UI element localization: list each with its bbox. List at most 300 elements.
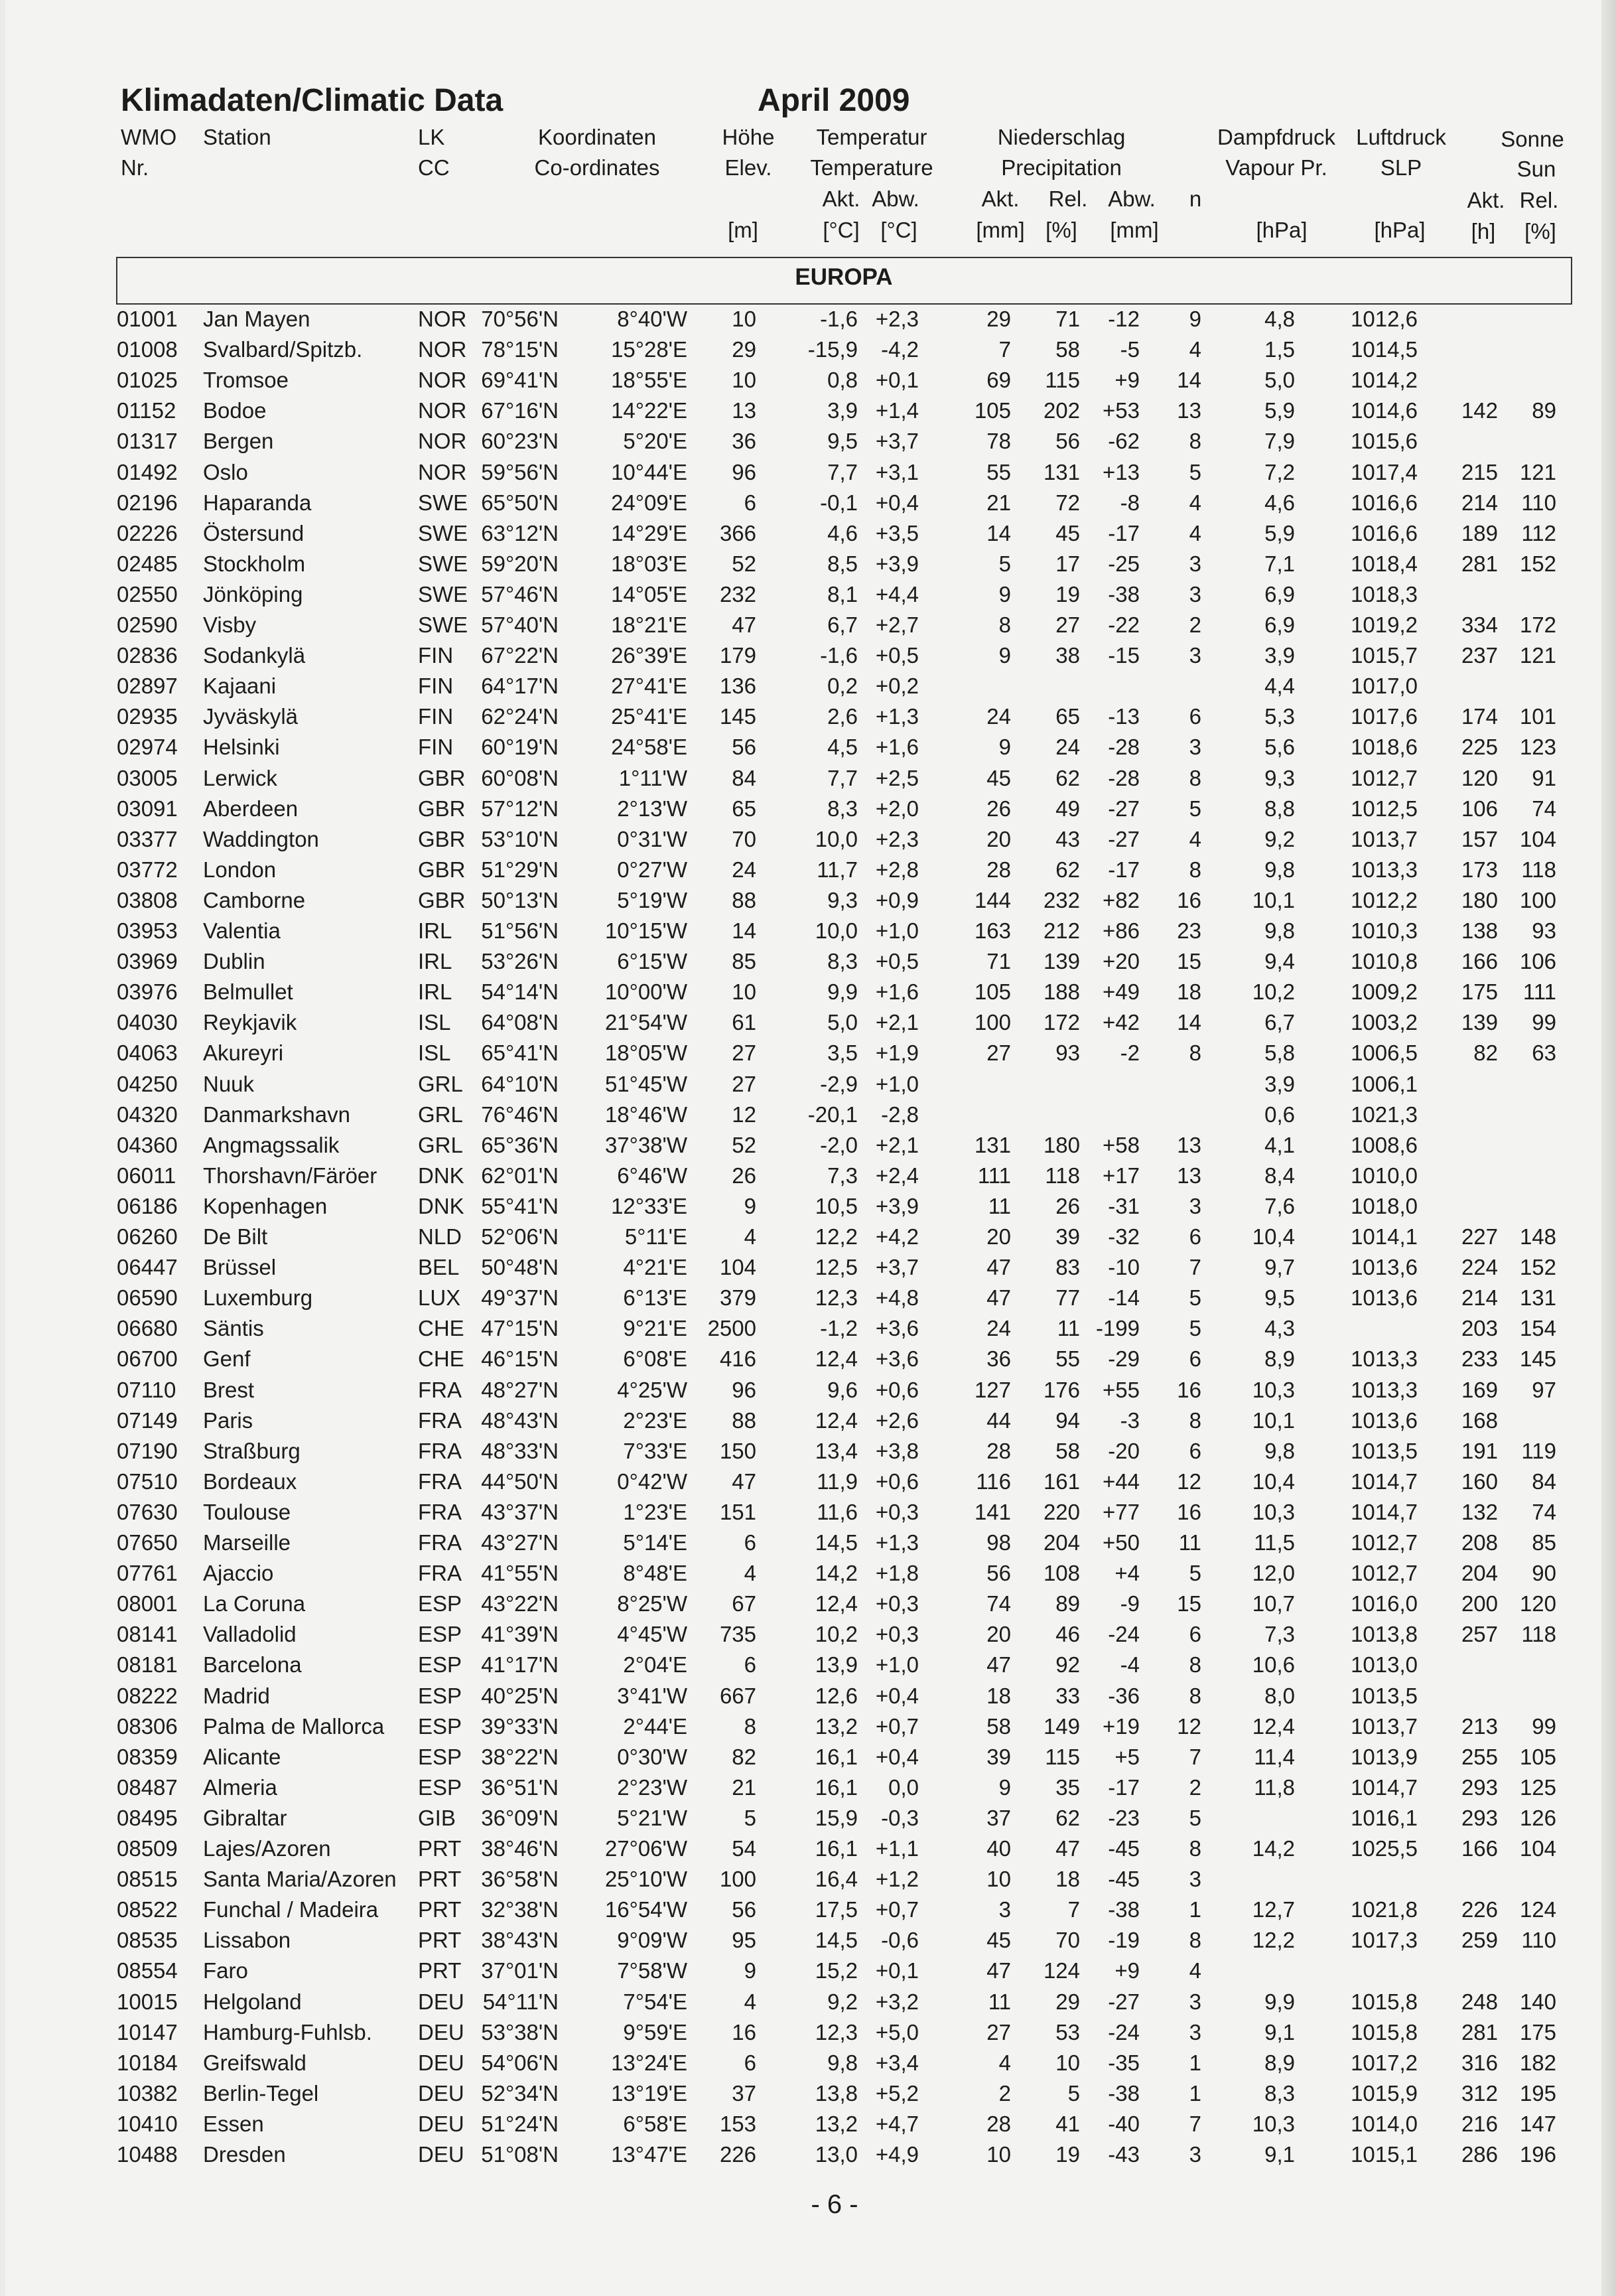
cell-station: Jan Mayen [203,307,310,331]
cell-sun-akt: 204 [1461,1561,1498,1586]
table-row [0,1409,1616,1440]
cell-station: Brüssel [203,1255,277,1280]
cell-longitude: 2°04'E [623,1652,687,1678]
cell-slp: 1015,8 [1351,2019,1418,2045]
cell-vapour: 9,8 [1264,1438,1295,1463]
cell-precip-abw: -43 [1108,2142,1140,2167]
cell-precip-abw: -19 [1108,1928,1140,1953]
table-row [0,1868,1616,1899]
cell-precip-akt: 47 [986,1285,1011,1311]
cell-wmo: 02836 [117,643,178,668]
cell-station: Genf [203,1346,251,1372]
cell-station: Lissabon [203,1928,291,1953]
cell-temp-abw: 0,0 [888,1774,919,1800]
cell-temp-abw: +4,4 [875,581,919,607]
cell-wmo: 10015 [117,1989,178,2014]
cell-sun-rel: 120 [1519,1591,1556,1616]
cell-vapour: 9,2 [1264,826,1295,851]
cell-longitude: 21°54'W [604,1010,687,1035]
cell-vapour: 9,4 [1264,949,1295,974]
cell-station: Alicante [203,1744,281,1769]
cell-sun-akt: 174 [1461,704,1498,729]
cell-precip-rel: 92 [1055,1652,1080,1678]
cell-vapour: 11,8 [1254,1774,1295,1800]
cell-precip-days: 15 [1177,949,1201,974]
cell-longitude: 3°41'W [617,1683,687,1708]
cell-sun-rel: 99 [1532,1010,1556,1035]
cell-country: DNK [418,1193,464,1218]
cell-precip-days: 11 [1178,1530,1201,1555]
cell-precip-akt: 28 [986,2111,1011,2136]
table-row [0,1960,1616,1990]
cell-country: NOR [418,307,467,331]
cell-elevation: 96 [732,459,756,484]
cell-station: Helgoland [203,1989,302,2014]
cell-precip-rel: 115 [1045,368,1080,393]
cell-slp: 1015,6 [1351,429,1418,454]
table-row [0,430,1616,461]
cell-temp-akt: 11,9 [817,1469,858,1494]
cell-precip-akt: 28 [986,857,1011,882]
cell-wmo: 07761 [117,1561,178,1586]
cell-precip-rel: 65 [1055,704,1080,729]
cell-temp-abw: +0,5 [875,643,919,668]
cell-precip-days: 13 [1177,398,1201,423]
cell-precip-abw: -25 [1108,551,1140,576]
cell-precip-rel: 33 [1055,1683,1080,1708]
table-row [0,1104,1616,1134]
cell-sun-rel: 121 [1519,459,1556,484]
cell-elevation: 226 [719,2142,756,2167]
cell-temp-abw: +4,7 [875,2111,919,2136]
cell-precip-days: 2 [1189,612,1201,637]
cell-slp: 1014,7 [1351,1469,1418,1494]
cell-precip-akt: 26 [986,796,1011,821]
cell-slp: 1017,3 [1351,1928,1418,1953]
cell-precip-rel: 45 [1055,520,1080,545]
cell-precip-days: 3 [1189,1193,1201,1218]
cell-latitude: 51°56'N [481,918,559,943]
cell-slp: 1015,7 [1351,643,1418,668]
cell-vapour: 10,3 [1252,1499,1295,1524]
cell-temp-akt: 16,4 [815,1867,858,1892]
cell-country: GRL [418,1071,463,1096]
cell-precip-days: 7 [1189,2111,1201,2136]
cell-wmo: 07110 [117,1377,176,1402]
cell-country: DEU [418,1989,464,2014]
cell-slp: 1013,6 [1351,1407,1418,1433]
cell-precip-abw: -27 [1108,1989,1140,2014]
cell-elevation: 36 [732,429,756,454]
cell-longitude: 2°44'E [623,1713,687,1739]
cell-sun-akt: 214 [1461,1285,1498,1311]
cell-precip-akt: 8 [998,612,1011,637]
cell-vapour: 7,3 [1264,1622,1295,1647]
cell-sun-akt: 169 [1461,1377,1498,1402]
cell-precip-rel: 83 [1055,1255,1080,1280]
cell-latitude: 76°46'N [481,1102,559,1127]
cell-country: PRT [418,1897,462,1922]
cell-station: Nuuk [203,1071,255,1096]
cell-longitude: 5°19'W [617,887,687,912]
cell-slp: 1013,9 [1351,1744,1418,1769]
cell-precip-abw: -199 [1095,1316,1140,1341]
cell-precip-rel: 41 [1055,2111,1080,2136]
table-row [0,920,1616,950]
cell-precip-rel: 118 [1045,1163,1080,1188]
cell-temp-abw: +0,7 [875,1897,919,1922]
table-row [0,1899,1616,1929]
cell-country: GBR [418,826,466,851]
cell-precip-rel: 232 [1043,887,1080,912]
cell-longitude: 18°05'W [604,1040,687,1066]
table-row [0,798,1616,828]
cell-latitude: 39°33'N [481,1713,559,1739]
cell-latitude: 64°17'N [481,674,559,699]
cell-precip-abw: -3 [1120,1407,1140,1433]
cell-latitude: 54°14'N [481,979,559,1005]
cell-temp-abw: +2,1 [875,1132,919,1157]
cell-latitude: 54°06'N [481,2050,559,2075]
cell-station: Sodankylä [203,643,306,668]
table-row [0,675,1616,705]
cell-elevation: 145 [719,704,756,729]
cell-temp-akt: 13,2 [815,1713,858,1739]
cell-precip-days: 1 [1189,2080,1201,2106]
cell-elevation: 232 [719,581,756,607]
cell-country: PRT [418,1958,462,1983]
cell-latitude: 51°24'N [481,2111,559,2136]
cell-latitude: 65°41'N [481,1040,559,1066]
cell-precip-days: 6 [1189,1346,1201,1372]
cell-latitude: 67°22'N [481,643,559,668]
table-row [0,2113,1616,2143]
cell-vapour: 10,2 [1252,979,1295,1005]
cell-longitude: 13°47'E [611,2142,687,2167]
cell-wmo: 10184 [117,2050,178,2075]
cell-wmo: 02196 [117,490,178,515]
cell-precip-days: 12 [1177,1469,1201,1494]
cell-vapour: 6,9 [1264,581,1295,607]
cell-temp-abw: +3,7 [875,1255,919,1280]
table-row [0,308,1616,338]
cell-precip-abw: -28 [1108,765,1140,790]
cell-longitude: 25°10'W [604,1867,687,1892]
cell-latitude: 46°15'N [481,1346,559,1372]
cell-station: Hamburg-Fuhlsb. [203,2019,372,2045]
cell-precip-days: 8 [1189,1683,1201,1708]
cell-latitude: 47°15'N [481,1316,559,1341]
cell-precip-abw: -17 [1108,1774,1140,1800]
cell-precip-akt: 4 [998,2050,1011,2075]
cell-elevation: 24 [732,857,756,882]
hdr-precipitation: Precipitation [1001,155,1122,180]
cell-station: La Coruna [203,1591,306,1616]
cell-temp-akt: 12,4 [815,1591,858,1616]
cell-country: FIN [418,643,454,668]
cell-precip-days: 8 [1189,1836,1201,1861]
cell-vapour: 9,9 [1264,1989,1295,2014]
cell-temp-akt: -1,6 [820,307,858,331]
cell-slp: 1018,3 [1351,581,1418,607]
cell-slp: 1016,0 [1351,1591,1418,1616]
cell-country: PRT [418,1836,462,1861]
cell-precip-days: 8 [1189,429,1201,454]
cell-station: Bodoe [203,398,267,423]
cell-precip-rel: 10 [1055,2050,1080,2075]
cell-temp-akt: 16,1 [815,1774,858,1800]
cell-precip-abw: +5 [1114,1744,1140,1769]
cell-sun-rel: 125 [1519,1774,1556,1800]
cell-precip-days: 6 [1189,1224,1201,1249]
cell-precip-abw: -20 [1108,1438,1140,1463]
cell-vapour: 10,4 [1252,1224,1295,1249]
cell-temp-abw: +0,9 [875,887,919,912]
cell-elevation: 54 [732,1836,756,1861]
section-title: EUROPA [795,264,893,290]
cell-sun-akt: 226 [1461,1897,1498,1922]
cell-wmo: 08487 [117,1774,178,1800]
cell-latitude: 36°09'N [481,1805,559,1830]
cell-latitude: 40°25'N [481,1683,559,1708]
cell-temp-akt: -2,9 [820,1071,858,1096]
hdr-temp-akt: Akt. [822,186,860,211]
cell-wmo: 02974 [117,735,178,760]
cell-longitude: 14°22'E [611,398,687,423]
hdr-koordinaten: Koordinaten [538,125,656,149]
hdr-sun: Sun [1516,157,1556,181]
cell-slp: 1015,8 [1351,1989,1418,2014]
hdr-elev-unit: [m] [728,218,758,242]
cell-precip-days: 4 [1189,490,1201,515]
cell-precip-akt: 27 [986,1040,1011,1066]
cell-slp: 1013,7 [1351,1713,1418,1739]
cell-station: Essen [203,2111,264,2136]
cell-slp: 1017,4 [1351,459,1418,484]
hdr-niederschlag: Niederschlag [997,125,1126,149]
cell-station: Palma de Mallorca [203,1713,385,1739]
cell-country: DEU [418,2019,464,2045]
table-row [0,950,1616,981]
cell-vapour: 4,8 [1264,307,1295,331]
cell-station: Santa Maria/Azoren [203,1867,397,1892]
cell-station: Almeria [203,1774,277,1800]
table-row [0,1226,1616,1256]
cell-vapour: 3,9 [1264,643,1295,668]
table-row [0,1379,1616,1409]
cell-vapour: 7,9 [1264,429,1295,454]
cell-latitude: 53°26'N [481,949,559,974]
cell-precip-days: 8 [1189,1040,1201,1066]
table-row [0,1440,1616,1471]
cell-elevation: 151 [719,1499,756,1524]
cell-slp: 1017,0 [1351,674,1418,699]
cell-slp: 1013,3 [1351,857,1418,882]
cell-sun-akt: 120 [1461,765,1498,790]
cell-sun-akt: 175 [1461,979,1498,1005]
cell-country: FRA [418,1561,462,1586]
cell-sun-akt: 227 [1461,1224,1498,1249]
cell-temp-abw: +0,6 [875,1469,919,1494]
cell-precip-days: 15 [1177,1591,1201,1616]
cell-precip-days: 4 [1189,520,1201,545]
cell-precip-rel: 43 [1055,826,1080,851]
cell-precip-days: 8 [1189,1407,1201,1433]
cell-longitude: 5°11'E [624,1224,687,1249]
cell-elevation: 4 [744,1224,756,1249]
cell-precip-abw: -2 [1120,1040,1140,1066]
cell-country: DNK [418,1163,464,1188]
cell-station: Jönköping [203,581,303,607]
cell-temp-abw: +0,4 [875,1683,919,1708]
cell-precip-abw: -36 [1108,1683,1140,1708]
cell-slp: 1013,7 [1351,826,1418,851]
cell-temp-akt: 8,1 [827,581,858,607]
cell-latitude: 51°08'N [481,2142,559,2167]
table-row [0,1073,1616,1104]
cell-vapour: 8,8 [1264,796,1295,821]
cell-temp-abw: +3,9 [875,1193,919,1218]
cell-longitude: 6°08'E [623,1346,687,1372]
cell-country: FRA [418,1377,462,1402]
cell-sun-rel: 175 [1519,2019,1556,2045]
cell-temp-akt: 12,3 [815,1285,858,1311]
table-row [0,2143,1616,2174]
cell-wmo: 08306 [117,1713,178,1739]
cell-precip-abw: -5 [1120,337,1140,362]
cell-latitude: 48°33'N [481,1438,559,1463]
cell-precip-days: 2 [1189,1774,1201,1800]
cell-precip-rel: 11 [1057,1316,1080,1341]
cell-precip-abw: +55 [1103,1377,1140,1402]
cell-vapour: 5,9 [1264,398,1295,423]
cell-sun-rel: 104 [1519,1836,1556,1861]
cell-sun-rel: 110 [1521,490,1556,515]
cell-precip-abw: -45 [1108,1867,1140,1892]
cell-wmo: 07510 [117,1469,178,1494]
cell-vapour: 7,6 [1264,1193,1295,1218]
cell-precip-abw: +9 [1114,1958,1140,1983]
cell-temp-akt: 7,7 [827,765,858,790]
cell-country: NOR [418,398,467,423]
cell-precip-rel: 58 [1055,1438,1080,1463]
cell-sun-rel: 111 [1522,979,1556,1005]
cell-wmo: 01001 [117,307,178,331]
cell-precip-akt: 18 [986,1683,1011,1708]
cell-elevation: 82 [732,1744,756,1769]
cell-precip-akt: 163 [974,918,1011,943]
cell-temp-akt: 14,5 [815,1928,858,1953]
cell-temp-akt: 12,4 [815,1407,858,1433]
cell-wmo: 01152 [117,398,176,423]
cell-temp-akt: 10,2 [815,1622,858,1647]
cell-vapour: 8,9 [1264,2050,1295,2075]
period-title: April 2009 [758,83,910,118]
cell-country: CHE [418,1316,464,1341]
cell-temp-akt: 12,4 [815,1346,858,1372]
cell-precip-rel: 94 [1055,1407,1080,1433]
cell-wmo: 10147 [117,2019,178,2045]
cell-temp-abw: +0,2 [875,674,919,699]
cell-precip-abw: +17 [1103,1163,1140,1188]
cell-sun-rel: 104 [1519,826,1556,851]
cell-country: FRA [418,1438,462,1463]
cell-elevation: 153 [719,2111,756,2136]
cell-sun-rel: 100 [1519,887,1556,912]
cell-latitude: 48°43'N [481,1407,559,1433]
cell-sun-akt: 203 [1461,1316,1498,1341]
cell-longitude: 8°40'W [617,307,687,331]
cell-temp-abw: +0,7 [875,1713,919,1739]
cell-latitude: 57°46'N [481,581,559,607]
table-row [0,1195,1616,1226]
cell-sun-rel: 131 [1519,1285,1556,1311]
cell-elevation: 10 [732,368,756,393]
cell-precip-rel: 47 [1055,1836,1080,1861]
cell-temp-abw: +2,3 [875,826,919,851]
cell-latitude: 52°34'N [481,2080,559,2106]
cell-precip-rel: 108 [1043,1561,1080,1586]
cell-latitude: 52°06'N [481,1224,559,1249]
cell-temp-akt: 4,5 [827,735,858,760]
cell-latitude: 32°38'N [481,1897,559,1922]
cell-temp-akt: 10,0 [815,826,858,851]
cell-temp-akt: 5,0 [827,1010,858,1035]
hdr-nied-rel: Rel. [1048,186,1088,211]
cell-temp-akt: 9,8 [827,2050,858,2075]
cell-elevation: 6 [744,1652,756,1678]
cell-sun-rel: 152 [1519,551,1556,576]
cell-precip-abw: -24 [1108,2019,1140,2045]
cell-precip-rel: 19 [1055,581,1080,607]
table-row [0,1929,1616,1960]
cell-sun-rel: 105 [1519,1744,1556,1769]
cell-precip-abw: +20 [1103,949,1140,974]
cell-slp: 1009,2 [1351,979,1418,1005]
cell-sun-rel: 85 [1532,1530,1556,1555]
cell-temp-akt: 9,6 [827,1377,858,1402]
cell-country: LUX [418,1285,461,1311]
cell-precip-akt: 21 [986,490,1011,515]
cell-precip-akt: 39 [986,1744,1011,1769]
cell-station: Greifswald [203,2050,306,2075]
cell-precip-days: 14 [1177,368,1201,393]
cell-wmo: 02935 [117,704,178,729]
hdr-nied-akt: Akt. [981,186,1020,211]
cell-country: ESP [418,1683,462,1708]
cell-wmo: 03377 [117,826,178,851]
cell-wmo: 10488 [117,2142,178,2167]
cell-wmo: 06260 [117,1224,178,1249]
cell-latitude: 53°38'N [481,2019,559,2045]
cell-elevation: 56 [732,735,756,760]
cell-latitude: 59°20'N [481,551,559,576]
cell-slp: 1018,0 [1351,1193,1418,1218]
cell-precip-akt: 11 [988,1193,1011,1218]
cell-wmo: 02897 [117,674,178,699]
table-row [0,583,1616,614]
cell-latitude: 43°22'N [481,1591,559,1616]
cell-precip-days: 3 [1189,735,1201,760]
cell-sun-rel: 118 [1521,857,1556,882]
cell-station: London [203,857,277,882]
cell-precip-abw: +9 [1114,368,1140,393]
cell-country: ISL [418,1010,451,1035]
cell-elevation: 6 [744,2050,756,2075]
cell-precip-akt: 141 [974,1499,1011,1524]
cell-slp: 1013,6 [1351,1255,1418,1280]
cell-vapour: 10,1 [1252,887,1295,912]
